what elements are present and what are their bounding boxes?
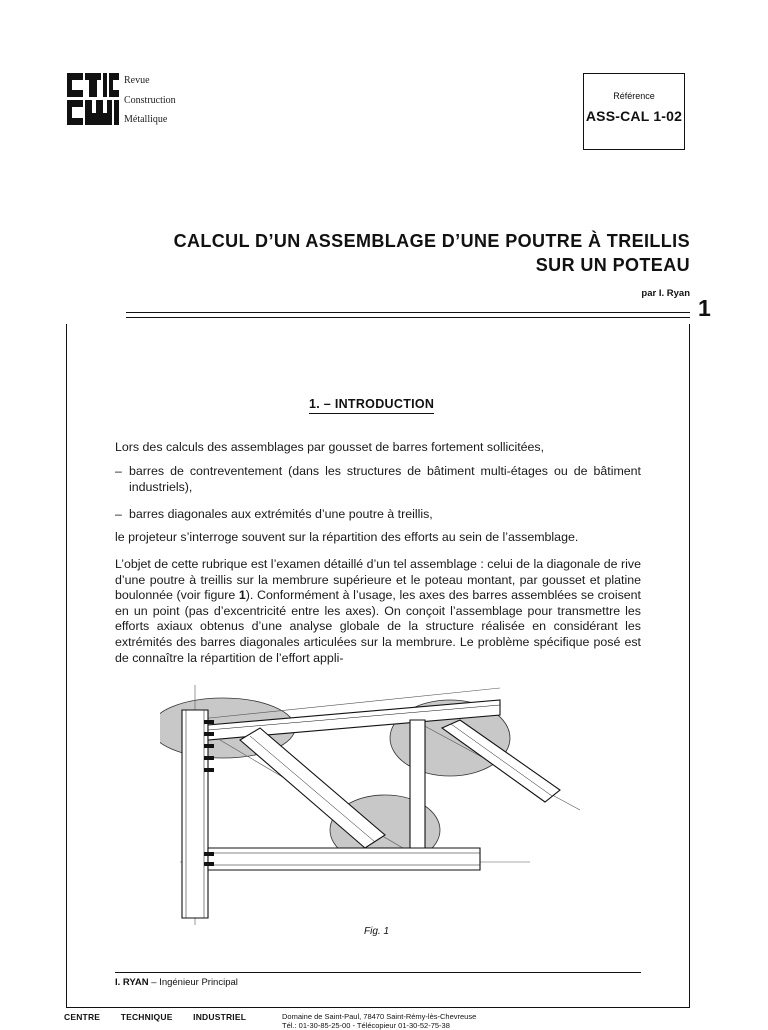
organization-name: CENTRE TECHNIQUE INDUSTRIEL bbox=[64, 1012, 247, 1022]
title-rule-bottom bbox=[126, 317, 690, 318]
paragraph-2: le projeteur s’interroge souvent sur la répartition des efforts au sein de l’assemblage. bbox=[115, 530, 579, 544]
paragraph-3-part-a: L’objet de cette rubrique est l’examen détaillé d’un tel assemblage : celui de la diagonale de rive d’une poutre à treillis sur la membrure supérieure et le poteau montant, par gousset et platine boulonnée (voir figure bbox=[115, 557, 641, 603]
intro-paragraph: Lors des calculs des assemblages par gousset de barres fortement sollicitées, bbox=[115, 440, 545, 454]
page-number: 1 bbox=[698, 295, 711, 321]
reference-label: Référence bbox=[613, 91, 655, 101]
logo-line-construction: Construction bbox=[124, 94, 176, 106]
title-line-1: CALCUL D’UN ASSEMBLAGE D’UNE POUTRE À TREILLIS bbox=[173, 231, 690, 251]
document-title bbox=[174, 229, 690, 277]
list-item bbox=[115, 507, 641, 523]
title-line-2: SUR UN POTEAU bbox=[535, 255, 690, 275]
logo-line-revue: Revue bbox=[124, 75, 150, 86]
list-item-text: barres de contreventement (dans les structures de bâtiment multi-étages ou de bâtiment industriels), bbox=[129, 464, 641, 494]
list-item-text: barres diagonales aux extrémités d’une poutre à treillis, bbox=[129, 507, 433, 521]
author-byline: par I. Ryan bbox=[641, 288, 690, 299]
cticm-logo bbox=[67, 73, 119, 125]
author-name: I. RYAN bbox=[115, 977, 149, 988]
phone-line: Tél.: 01-30-85-25-00 - Télécopieur 01-30-52-75-38 bbox=[282, 1021, 450, 1030]
list-dash: – bbox=[115, 464, 122, 478]
address-line: Domaine de Saint-Paul, 78470 Saint-Rémy-lès-Chevreuse bbox=[282, 1012, 477, 1021]
journal-name bbox=[124, 71, 176, 130]
author-role: – Ingénieur Principal bbox=[148, 977, 238, 988]
reference-code: ASS-CAL 1-02 bbox=[585, 108, 683, 124]
list-item bbox=[115, 464, 641, 495]
reference-box bbox=[583, 73, 685, 150]
paragraph-3-part-b: ). Conformément à l’usage, les axes des barres assemblées se croisent en un point (pas d’excentricité entre les axes). On conçoit l’assemblage pour transmettre les efforts axiaux obtenus d’une analyse globale de la structure réalisée en considérant les extrémités des barres diagonales articulées sur la membrure. Le problème spécifique posé est de connaître la répartition de l’effort appli- bbox=[115, 588, 641, 665]
section-heading: 1. – INTRODUCTION bbox=[309, 397, 434, 414]
figure-reference: 1 bbox=[238, 588, 246, 603]
figure-1-drawing bbox=[160, 680, 590, 928]
footer-rule bbox=[115, 972, 641, 973]
paragraph-3 bbox=[115, 557, 641, 666]
list-dash: – bbox=[115, 507, 122, 521]
logo-line-metallique: Métallique bbox=[124, 114, 168, 125]
title-rule-top bbox=[126, 312, 690, 313]
figure-caption: Fig. 1 bbox=[364, 926, 390, 937]
author-credit bbox=[115, 977, 238, 988]
organization-address bbox=[282, 1012, 476, 1030]
